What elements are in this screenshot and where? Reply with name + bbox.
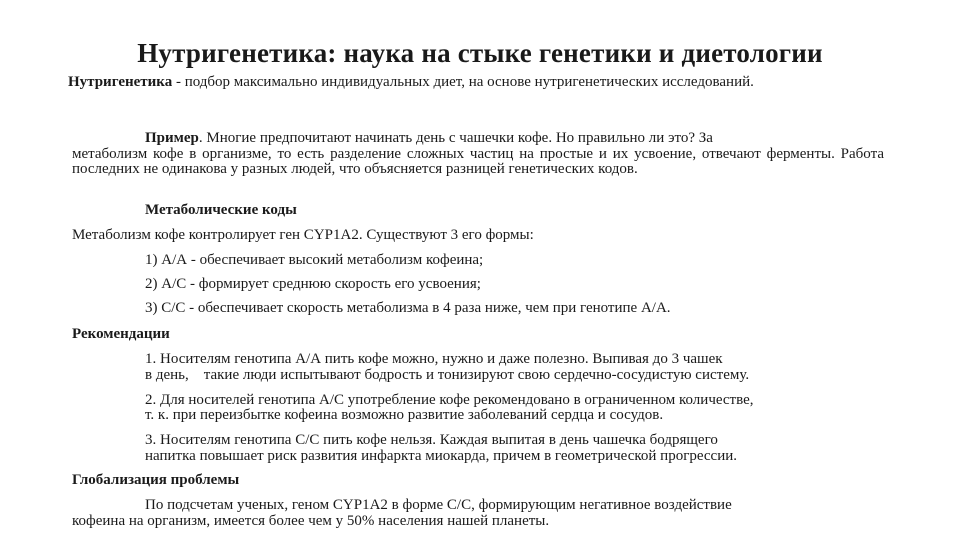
globalization-line: кофеина на организм, имеется более чем у 50% населения нашей планеты. — [72, 513, 550, 529]
example-first-line — [145, 131, 713, 146]
recommendation-line: т. к. при переизбытке кофеина возможно развитие заболеваний сердца и сосудов. — [145, 407, 664, 423]
example-line1: . Многие предпочитают начинать день с чашечки кофе. Но правильно ли это? За — [198, 130, 713, 146]
globalization-line: По подсчетам ученых, геном CYP1A2 в форме С/С, формирующим негативное воздействие — [145, 497, 732, 513]
example-lead: Пример — [145, 130, 199, 146]
recommendation-line: 1. Носителям генотипа А/А пить кофе можно, нужно и даже полезно. Выпивая до 3 чашек — [145, 351, 723, 367]
metabolic-codes-intro: Метаболизм кофе контролирует ген CYP1A2. Существуют 3 его формы: — [72, 227, 534, 243]
globalization-heading: Глобализация проблемы — [72, 472, 240, 488]
recommendation-line: 2. Для носителей генотипа А/С употребление кофе рекомендовано в ограниченном количестве, — [145, 392, 754, 408]
recommendation-line: в день, такие люди испытывают бодрость и тонизируют свою сердечно-сосудистую систему. — [145, 367, 750, 383]
recommendations-heading: Рекомендации — [72, 326, 170, 342]
recommendation-line: напитка повышает риск развития инфаркта миокарда, причем в геометрической прогрессии. — [145, 448, 738, 464]
slide-title: Нутригенетика: наука на стыке генетики и диетологии — [137, 38, 823, 68]
recommendation-line: 3. Носителям генотипа С/С пить кофе нельзя. Каждая выпитая в день чашечка бодрящего — [145, 432, 718, 448]
metabolic-codes-heading: Метаболические коды — [145, 202, 297, 218]
intro-text: - подбор максимально индивидуальных диет, на основе нутригенетических исследований. — [172, 74, 754, 90]
genotype-form-item: 3) С/С - обеспечивает скорость метаболизма в 4 раза ниже, чем при генотипе А/А. — [145, 300, 671, 316]
intro-paragraph — [68, 72, 898, 92]
example-body: метаболизм кофе в организме, то есть разделение сложных частиц на простые и их усвоение, отвечают ферменты. Работа последних не одинакова у разных людей, что объясняется разницей генетических кодов. — [72, 146, 884, 177]
genotype-form-item: 1) А/А - обеспечивает высокий метаболизм кофеина; — [145, 252, 484, 268]
intro-term: Нутригенетика — [68, 74, 173, 90]
genotype-form-item: 2) А/С - формирует среднюю скорость его усвоения; — [145, 276, 481, 292]
